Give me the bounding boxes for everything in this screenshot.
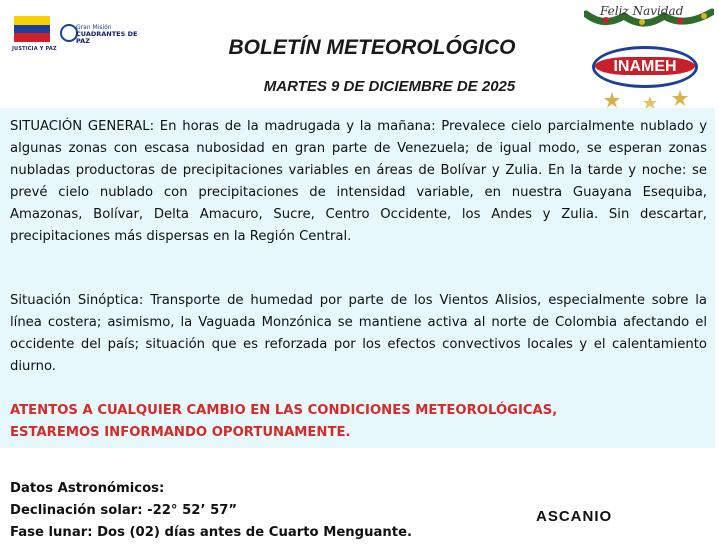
solar-declination: Declinación solar: -22° 52’ 57” xyxy=(10,503,238,518)
mission-line1: Gran Misión xyxy=(76,24,112,31)
inameh-logo-text: INAMEH xyxy=(613,58,677,75)
astronomical-data xyxy=(10,478,412,544)
alert-line-2: ESTAREMOS INFORMANDO OPORTUNAMENTE. xyxy=(10,425,351,440)
astronomical-heading: Datos Astronómicos: xyxy=(10,481,165,496)
situacion-general-paragraph: SITUACIÓN GENERAL: En horas de la madrugada y la mañana: Prevalece cielo parcialmente nublado y algunas zonas con escasa nubosidad en gran parte de Venezuela; de igual modo, se esperan zonas nubladas productoras de precipitaciones variables en áreas de Bolívar y Zulia. En la tarde y noche: se prevé cielo nublado con precipitaciones de intensidad variable, en nuestra Guayana Esequiba, Amazonas, Bolívar, Delta Amacuro, Sucre, Centro Occidente, los Andes y Zulia. Sin descartar, precipitaciones más dispersas en la Región Central. xyxy=(10,119,707,244)
justicia-y-paz-caption: JUSTICIA Y PAZ xyxy=(12,46,57,52)
bulletin-title: BOLETÍN METEOROLÓGICO xyxy=(228,36,516,59)
mission-line2: CUADRANTES DE PAZ xyxy=(76,30,138,45)
situacion-sinoptica-paragraph: Situación Sinóptica: Transporte de humedad por parte de los Vientos Alisios, especialmente sobre la línea costera; asimismo, la Vaguada Monzónica se mantiene activa al norte de Colombia afectando el occidente del país; situación que es reforzada por los efectos convectivos locales y el calentamiento diurno. xyxy=(10,293,707,374)
forecaster-signature: ASCANIO xyxy=(536,508,613,525)
lunar-phase: Fase lunar: Dos (02) días antes de Cuarto Menguante. xyxy=(10,525,413,540)
inameh-oval xyxy=(592,46,698,88)
bulletin-date: MARTES 9 DE DICIEMBRE DE 2025 xyxy=(263,78,516,95)
feliz-navidad-greeting: Feliz Navidad xyxy=(600,4,684,18)
alert-line-1: ATENTOS A CUALQUIER CAMBIO EN LAS CONDICIONES METEOROLÓGICAS, xyxy=(10,403,558,418)
